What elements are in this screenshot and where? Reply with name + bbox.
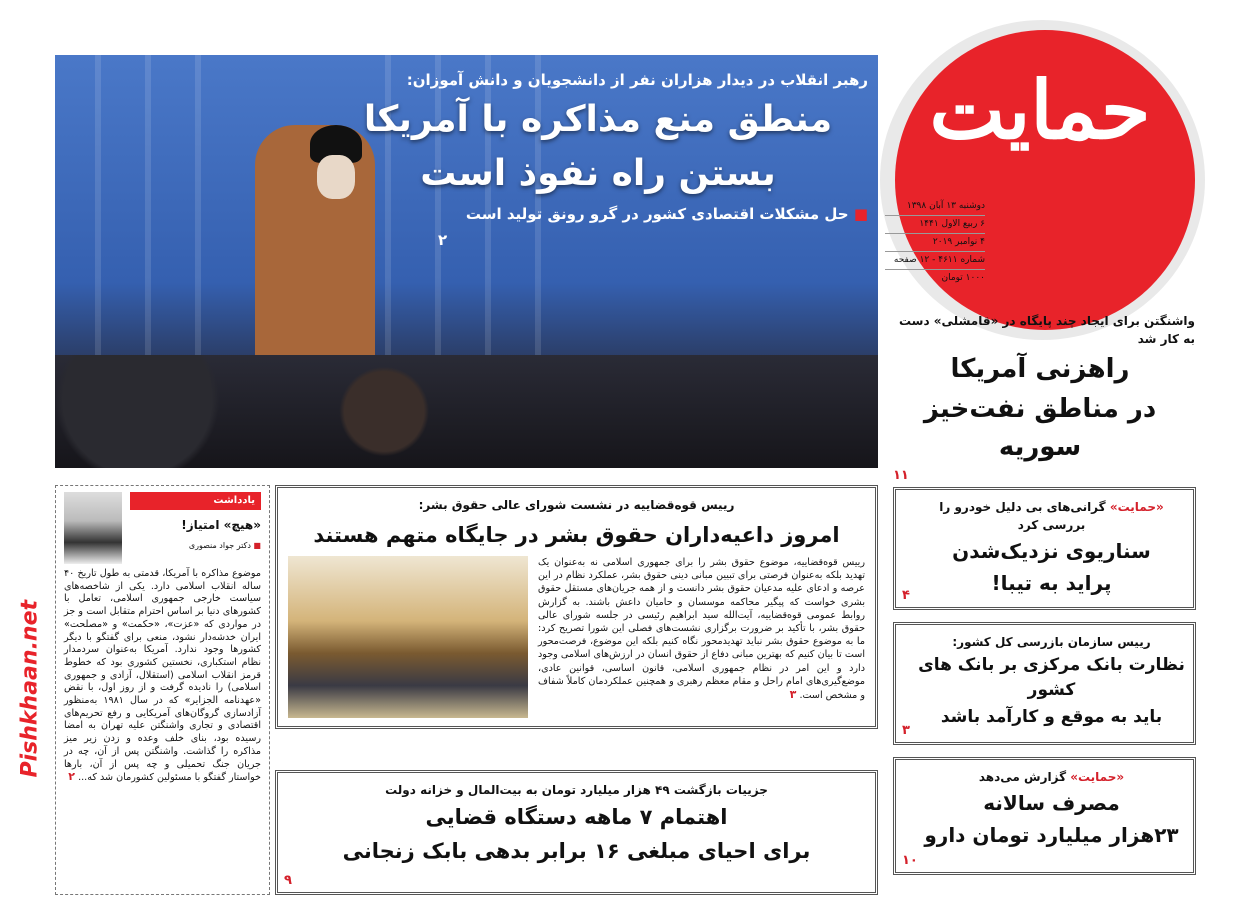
lead-sub: حل مشکلات اقتصادی کشور در گرو رونق تولید است [465,205,849,223]
fund-story [275,770,878,895]
fund-headline-1: اهتمام ۷ ماهه دستگاه قضایی [425,805,728,829]
syria-page: ۱۱ [893,468,909,483]
banks-page: ۳ [902,723,910,738]
fund-page: ۹ [284,873,292,888]
banks-story [893,622,1196,745]
date-gregorian: ۴ نوامبر ۲۰۱۹ [885,234,985,252]
fund-headline-2: برای احیای مبلغی ۱۶ برابر بدهی بابک زنجانی [342,839,811,863]
logo-text: حمایت [929,63,1151,157]
note-label: یادداشت [130,492,261,510]
bullet-icon: ■ [250,541,261,550]
fund-kicker: جزییات بازگشت ۴۹ هزار میلیارد تومان به بیت‌المال و خزانه دولت [385,783,768,797]
judiciary-body: رییس قوه‌قضاییه، موضوع حقوق بشر را برای جمهوری اسلامی نه به‌عنوان یک تهدید بلکه به‌عنوان فرصتی برای تبیین مبانی دینی حقوق بشر، عملکرد نظام در این عرصه و ادعای علیه مدعیان حقوق بشر دانست و از همه جریان‌های مستقل حقوق بشری خواست که پیگیر محاکمه موسسان و حامیان داعش باشند. به گزارش روابط عمومی قوه‌قضاییه، آیت‌الله سید ابراهیم رئیسی در جلسه شورای عالی حقوق بشر، با تأکید بر ضرورت برگزاری نشست‌های فصلی این شورا تصریح کرد: ما به موضوع حقوق بشر نباید تهدیدمحور نگاه کنیم بلکه این موضوع، فرصت‌محور است تا بیان کنیم که بهترین مبانی دفاع از حقوق انسان در ارزش‌های اسلامی وجود دارد و این امر در نظام جمهوری اسلامی، قانون اساسی، قوانین عادی، موضع‌گیری‌های امام راحل و مقام معظم رهبری و همچنین عملکردمان کاملاً شفاف و مشخص است. [538,557,865,702]
lead-photo [55,55,878,468]
cars-story [893,487,1196,610]
note-body: موضوع مذاکره با آمریکا، قدمتی به طول تاریخ ۴۰ ساله انقلاب اسلامی دارد. یکی از شاخصه‌های سیاست خارجی جمهوری اسلامی، تعامل با کشورهای دنیا بر اساس احترام متقابل است و جز در مواردی که «عزت»، «حکمت» و «مصلحت» ایران خدشه‌دار نشود، منعی برای گفتگو با دیگر کشورها وجود ندارد. آمریکا به‌عنوان سردمدار نظام استکباری، نخستین کشوری بود که خطوط قرمز انقلاب اسلامی (استقلال، آزادی و جمهوری اسلامی) را نادیده گرفت و از روز اول، با نقض «عهدنامه الجزایر» که در سال ۱۹۸۱ به‌منظور آزادسازی گروگان‌های آمریکایی و رفع تحریم‌های اقتصادی و تجاری واشنگتن علیه تهران به امضا رسیده بود، بنای خلف وعده و زدن زیر میز مذاکره را گذاشت. واشنگتن پس از آن، چه در جریان جنگ تحمیلی و چه پس از آن، بارها خواستار گفتگو با مسئولین کشورمان شد که... [64,568,261,784]
drugs-kicker-brand: «حمایت» [1070,770,1125,784]
cars-page: ۴ [902,588,910,603]
right-column [893,487,1196,875]
drugs-story [893,757,1196,875]
cars-headline-1: سناریوی نزدیک‌شدن [952,539,1151,563]
syria-kicker: واشنگتن برای ایجاد چند پایگاه در «قامشلی» دست به کار شد [898,314,1195,346]
photo-crowd [55,355,878,468]
drugs-page: ۱۰ [902,853,918,868]
lead-headline-1: منطق منع مذاکره با آمریکا [363,99,833,140]
lead-kicker: رهبر انقلاب در دیدار هزاران نفر از دانشجویان و دانش آموزان: [406,71,868,89]
issue-number: شماره ۴۶۱۱ - ۱۲ صفحه [885,252,985,270]
note-title: «هیچ» امتیاز! [181,518,261,532]
author-photo [64,492,122,564]
meeting-photo [288,556,528,718]
judiciary-page: ۳ [789,688,797,702]
issue-meta [885,198,985,287]
syria-story [885,312,1195,484]
lead-text-block [328,69,868,251]
note-author: دکتر جواد منصوری [188,541,251,550]
cars-kicker-brand: «حمایت» [1109,500,1164,514]
judiciary-kicker: رییس قوه‌قضاییه در نشست شورای عالی حقوق بشر: [418,498,735,512]
syria-headline-2: در مناطق نفت‌خیز سوریه [923,394,1157,462]
cars-headline-2: پراید به تیبا! [991,571,1112,595]
drugs-headline-1: مصرف سالانه [983,791,1120,815]
date-persian: دوشنبه ۱۳ آبان ۱۳۹۸ [885,198,985,216]
judiciary-story [275,485,878,729]
bullet-icon: ■ [848,205,868,223]
lead-headline-2: بستن راه نفوذ است [420,153,776,194]
drugs-headline-2: ۲۳هزار میلیارد تومان دارو [924,823,1179,847]
date-hijri: ۶ ربیع الاول ۱۴۴۱ [885,216,985,234]
judiciary-headline: امروز داعیه‌داران حقوق بشر در جایگاه متهم هستند [313,523,840,547]
banks-kicker: رییس سازمان بازرسی کل کشور: [952,635,1151,649]
banks-headline-2: باید به موقع و کارآمد باشد [940,707,1163,727]
cars-kicker: گرانی‌های بی دلیل خودرو را بررسی کرد [939,500,1110,532]
editorial-note [55,485,270,895]
price: ۱۰۰۰ تومان [941,273,985,283]
drugs-kicker: گزارش می‌دهد [978,770,1071,784]
watermark: Pishkhaan.net [17,599,43,778]
lead-page: ۲ [438,231,448,249]
syria-headline-1: راهزنی آمریکا [950,354,1130,384]
note-page: ۲ [68,770,75,784]
banks-headline-1: نظارت بانک مرکزی بر بانک های کشور [918,655,1185,700]
